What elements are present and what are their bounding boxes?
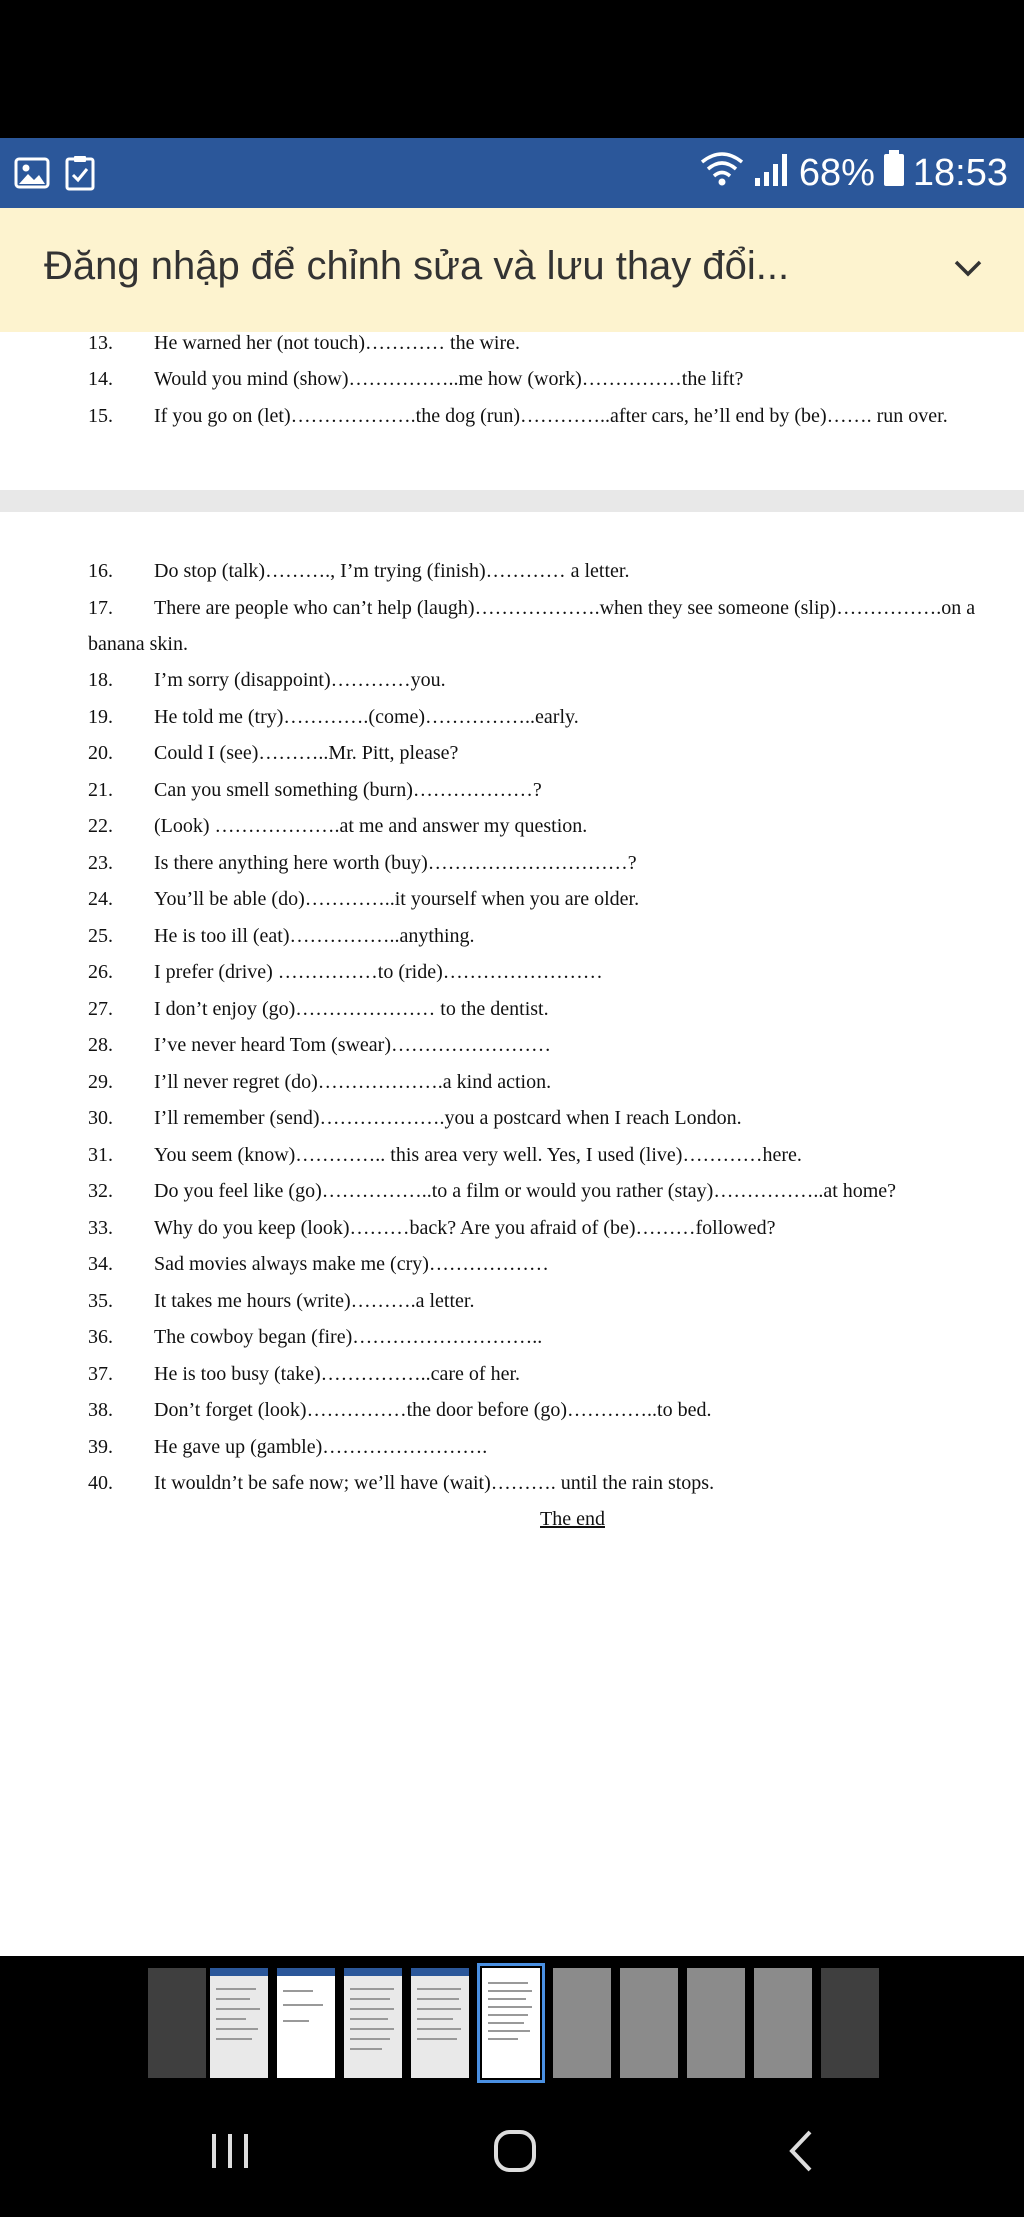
question-text: There are people who can’t help (laugh)……………….when they see someone (slip)…………….on a bbox=[154, 597, 976, 619]
question-item bbox=[0, 368, 1024, 400]
document-page-2 bbox=[0, 512, 1024, 1956]
question-number: 26. bbox=[88, 961, 113, 983]
battery-percentage: 68% bbox=[798, 151, 875, 194]
question-item bbox=[0, 1180, 1024, 1212]
question-number: 39. bbox=[88, 1436, 113, 1458]
question-text: Do you feel like (go)……………..to a film or would you rather (stay)……………..at home? bbox=[154, 1180, 897, 1202]
clipboard-check-icon bbox=[64, 155, 96, 195]
page-thumbnail[interactable] bbox=[148, 1968, 206, 2078]
page-thumbnail[interactable] bbox=[821, 1968, 879, 2078]
question-item bbox=[0, 1436, 1024, 1468]
document-page-1 bbox=[0, 332, 1024, 490]
question-item bbox=[0, 1363, 1024, 1395]
question-text: You seem (know)………….. this area very well. Yes, I used (live)…………here. bbox=[154, 1144, 802, 1166]
page-thumbnail[interactable] bbox=[411, 1968, 469, 2078]
question-number: 40. bbox=[88, 1472, 113, 1494]
back-icon[interactable] bbox=[786, 2128, 816, 2178]
signal-icon bbox=[753, 148, 791, 198]
question-number: 22. bbox=[88, 815, 113, 837]
question-number: 18. bbox=[88, 669, 113, 691]
page-thumbnail[interactable] bbox=[687, 1968, 745, 2078]
question-text: He warned her (not touch)………… the wire. bbox=[154, 332, 520, 354]
question-number: 33. bbox=[88, 1217, 113, 1239]
question-number: 14. bbox=[88, 368, 113, 390]
question-text: I’ll remember (send)……………….you a postcard when I reach London. bbox=[154, 1107, 742, 1129]
chevron-down-icon[interactable] bbox=[948, 248, 988, 292]
question-text: Is there anything here worth (buy)…………………………? bbox=[154, 852, 637, 874]
question-item bbox=[0, 332, 1024, 364]
recent-apps-icon[interactable] bbox=[208, 2128, 252, 2178]
question-number: 36. bbox=[88, 1326, 113, 1348]
question-number: 20. bbox=[88, 742, 113, 764]
question-number: 25. bbox=[88, 925, 113, 947]
question-item bbox=[0, 742, 1024, 774]
question-text: It wouldn’t be safe now; we’ll have (wait)………. until the rain stops. bbox=[154, 1472, 715, 1494]
question-item bbox=[0, 597, 1024, 629]
page-separator bbox=[0, 490, 1024, 512]
clock-time: 18:53 bbox=[912, 151, 1008, 194]
question-number: 27. bbox=[88, 998, 113, 1020]
signin-message[interactable]: Đăng nhập để chỉnh sửa và lưu thay đổi... bbox=[44, 244, 790, 288]
question-number: 37. bbox=[88, 1363, 113, 1385]
question-number: 17. bbox=[88, 597, 113, 619]
question-item bbox=[0, 888, 1024, 920]
question-item bbox=[0, 1472, 1024, 1504]
question-number: 15. bbox=[88, 405, 113, 427]
question-item bbox=[0, 1107, 1024, 1139]
question-number: 19. bbox=[88, 706, 113, 728]
question-text: He is too ill (eat)……………..anything. bbox=[154, 925, 475, 947]
question-item bbox=[0, 1326, 1024, 1358]
question-number: 16. bbox=[88, 560, 113, 582]
question-item bbox=[0, 560, 1024, 592]
question-text: He told me (try)………….(come)……………..early. bbox=[154, 706, 579, 728]
question-item bbox=[0, 925, 1024, 957]
question-text: You’ll be able (do)…………..it yourself when you are older. bbox=[154, 888, 640, 910]
top-black-area bbox=[0, 0, 1024, 138]
question-item bbox=[0, 1071, 1024, 1103]
wifi-icon bbox=[699, 148, 745, 198]
question-text: Why do you keep (look)………back? Are you afraid of (be)………followed? bbox=[154, 1217, 776, 1239]
question-number: 23. bbox=[88, 852, 113, 874]
status-bar bbox=[0, 138, 1024, 208]
question-text: It takes me hours (write)……….a letter. bbox=[154, 1290, 475, 1312]
question-item bbox=[0, 706, 1024, 738]
question-item bbox=[0, 779, 1024, 811]
question-text: I’ll never regret (do)……………….a kind action. bbox=[154, 1071, 552, 1093]
question-text: If you go on (let)……………….the dog (run)…………..after cars, he’ll end by (be)……. run over. bbox=[154, 405, 948, 427]
question-text: I prefer (drive) ……………to (ride)…………………… bbox=[154, 961, 603, 983]
page-thumbnail[interactable] bbox=[553, 1968, 611, 2078]
page-thumbnail[interactable] bbox=[210, 1968, 268, 2078]
question-text: Sad movies always make me (cry)……………… bbox=[154, 1253, 549, 1275]
question-number: 24. bbox=[88, 888, 113, 910]
question-number: 29. bbox=[88, 1071, 113, 1093]
question-continuation: banana skin. bbox=[88, 633, 188, 655]
question-item bbox=[0, 961, 1024, 993]
page-thumbnail[interactable] bbox=[344, 1968, 402, 2078]
home-icon[interactable] bbox=[492, 2128, 538, 2178]
page-thumbnail[interactable] bbox=[277, 1968, 335, 2078]
question-text: Do stop (talk)………., I’m trying (finish)………… a letter. bbox=[154, 560, 630, 582]
battery-icon bbox=[883, 148, 905, 198]
question-text: Could I (see)………..Mr. Pitt, please? bbox=[154, 742, 459, 764]
question-number: 31. bbox=[88, 1144, 113, 1166]
question-item bbox=[0, 405, 1024, 437]
question-text: Would you mind (show)……………..me how (work)……………the lift? bbox=[154, 368, 744, 390]
question-text: I’m sorry (disappoint)…………you. bbox=[154, 669, 446, 691]
question-text: Can you smell something (burn)………………? bbox=[154, 779, 542, 801]
page-thumbnail[interactable] bbox=[620, 1968, 678, 2078]
question-number: 34. bbox=[88, 1253, 113, 1275]
question-text: He is too busy (take)……………..care of her. bbox=[154, 1363, 521, 1385]
question-number: 35. bbox=[88, 1290, 113, 1312]
page-thumbnail[interactable] bbox=[754, 1968, 812, 2078]
question-text: Don’t forget (look)……………the door before (go)…………..to bed. bbox=[154, 1399, 712, 1421]
android-nav-bar bbox=[0, 2100, 1024, 2217]
question-number: 38. bbox=[88, 1399, 113, 1421]
question-item bbox=[0, 1290, 1024, 1322]
question-item bbox=[0, 1253, 1024, 1285]
question-item bbox=[0, 1399, 1024, 1431]
question-text: The cowboy began (fire)……………………….. bbox=[154, 1326, 543, 1348]
question-number: 13. bbox=[88, 332, 113, 354]
gallery-icon bbox=[14, 155, 50, 195]
question-item bbox=[0, 815, 1024, 847]
signin-prompt-bar[interactable] bbox=[0, 208, 1024, 332]
question-number: 30. bbox=[88, 1107, 113, 1129]
end-label: The end bbox=[540, 1508, 605, 1530]
question-item bbox=[0, 1217, 1024, 1249]
question-text: I’ve never heard Tom (swear)…………………… bbox=[154, 1034, 552, 1056]
question-number: 21. bbox=[88, 779, 113, 801]
question-number: 28. bbox=[88, 1034, 113, 1056]
question-item bbox=[0, 998, 1024, 1030]
question-item bbox=[0, 852, 1024, 884]
page-thumbnail-selected[interactable] bbox=[482, 1968, 540, 2078]
question-text: He gave up (gamble)……………………. bbox=[154, 1436, 488, 1458]
question-item bbox=[0, 1034, 1024, 1066]
question-number: 32. bbox=[88, 1180, 113, 1202]
question-item bbox=[0, 1144, 1024, 1176]
question-text: (Look) ……………….at me and answer my question. bbox=[154, 815, 588, 837]
question-text: I don’t enjoy (go)………………… to the dentist. bbox=[154, 998, 549, 1020]
question-item bbox=[0, 669, 1024, 701]
